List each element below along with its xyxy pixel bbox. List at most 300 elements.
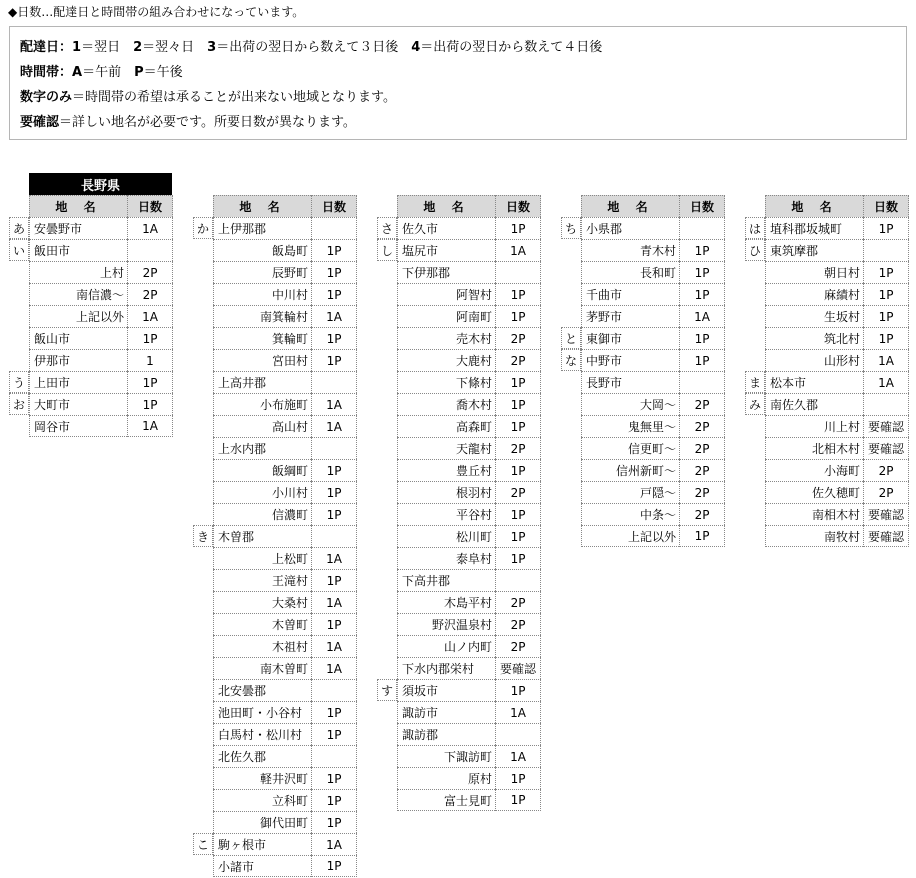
table-row <box>377 239 541 261</box>
kana-index <box>377 415 397 437</box>
kana-index <box>193 745 213 767</box>
place-name: 上高井郡 <box>213 371 311 393</box>
kana-index <box>193 327 213 349</box>
place-name: 飯山市 <box>29 327 127 349</box>
kana-index <box>745 437 765 459</box>
table-row <box>377 635 541 657</box>
kana-index <box>193 679 213 701</box>
intro-text: ◆日数…配達日と時間帯の組み合わせになっています。 <box>8 5 305 19</box>
table-row <box>193 591 357 613</box>
kana-index <box>745 261 765 283</box>
kana-index <box>377 283 397 305</box>
table-row <box>9 393 173 415</box>
kana-index: い <box>9 239 29 261</box>
kana-index <box>193 657 213 679</box>
delivery-days: 1P <box>863 261 909 283</box>
table-row <box>377 547 541 569</box>
table-row <box>9 371 173 393</box>
table-row <box>561 437 725 459</box>
delivery-days: 1A <box>495 745 541 767</box>
delivery-days: 2P <box>679 393 725 415</box>
delivery-days: 1P <box>495 371 541 393</box>
place-name: 下條村 <box>397 371 495 393</box>
table-row <box>377 261 541 283</box>
place-name: 信更町～ <box>581 437 679 459</box>
kana-index: み <box>745 393 765 415</box>
kana-index <box>377 503 397 525</box>
table-row <box>9 327 173 349</box>
table-row <box>561 327 725 349</box>
kana-index <box>193 503 213 525</box>
place-name: 豊丘村 <box>397 459 495 481</box>
place-name: 小海町 <box>765 459 863 481</box>
place-name: 上記以外 <box>581 525 679 547</box>
legend-line-delivery-day <box>20 35 906 60</box>
kana-index <box>561 239 581 261</box>
delivery-days: 1P <box>679 283 725 305</box>
place-name: 生坂村 <box>765 305 863 327</box>
table-row <box>745 393 909 415</box>
place-name: 信濃町 <box>213 503 311 525</box>
place-name: 須坂市 <box>397 679 495 701</box>
delivery-days: 2P <box>495 327 541 349</box>
kana-index <box>745 459 765 481</box>
legend-segment: 配達日： <box>20 40 73 55</box>
table-row <box>561 217 725 239</box>
place-name: 平谷村 <box>397 503 495 525</box>
place-name: 安曇野市 <box>29 217 127 239</box>
kana-index: お <box>9 393 29 415</box>
delivery-days: 2P <box>495 591 541 613</box>
kana-index <box>377 525 397 547</box>
delivery-days <box>311 745 357 767</box>
kana-index: き <box>193 525 213 547</box>
delivery-days: 1P <box>311 239 357 261</box>
delivery-days: 2P <box>127 261 173 283</box>
delivery-days: 2P <box>495 635 541 657</box>
delivery-days: 1P <box>311 701 357 723</box>
table-row <box>193 261 357 283</box>
legend-segment: 1 <box>72 40 82 55</box>
kana-index <box>193 855 213 877</box>
kana-index <box>745 503 765 525</box>
kana-index <box>377 613 397 635</box>
place-name: 飯綱町 <box>213 459 311 481</box>
place-name: 御代田町 <box>213 811 311 833</box>
table-row <box>9 305 173 327</box>
delivery-days <box>863 239 909 261</box>
table-row <box>193 657 357 679</box>
delivery-days: 1A <box>311 657 357 679</box>
table-row <box>377 349 541 371</box>
place-name: 山ノ内町 <box>397 635 495 657</box>
place-name: 上村 <box>29 261 127 283</box>
place-name: 原村 <box>397 767 495 789</box>
legend-segment: ＝翌々日 <box>142 40 208 55</box>
table-row <box>377 657 541 679</box>
table-row <box>193 327 357 349</box>
kana-index <box>377 701 397 723</box>
table-header-row <box>377 195 541 217</box>
kana-index-blank <box>377 195 397 217</box>
table-row <box>745 415 909 437</box>
place-name: 中川村 <box>213 283 311 305</box>
kana-index <box>745 481 765 503</box>
region-table-4 <box>561 195 725 547</box>
place-name: 阿南町 <box>397 305 495 327</box>
delivery-days: 1P <box>311 481 357 503</box>
kana-index <box>377 591 397 613</box>
legend-segment: ＝時間帯の希望は承ることが出来ない地域となります。 <box>72 90 396 105</box>
delivery-days: 1P <box>311 503 357 525</box>
kana-index <box>377 723 397 745</box>
delivery-days: 1P <box>679 327 725 349</box>
delivery-days: 1P <box>863 217 909 239</box>
table-row <box>561 283 725 305</box>
table-row <box>745 283 909 305</box>
kana-index: と <box>561 327 581 349</box>
table-row <box>193 745 357 767</box>
table-row <box>745 327 909 349</box>
delivery-days: 1P <box>127 371 173 393</box>
place-name: 南信濃～ <box>29 283 127 305</box>
delivery-days: 1A <box>127 217 173 239</box>
table-row <box>9 217 173 239</box>
kana-index <box>193 305 213 327</box>
delivery-days: 1P <box>311 349 357 371</box>
kana-index <box>193 481 213 503</box>
delivery-days: 要確認 <box>863 503 909 525</box>
place-name: 茅野市 <box>581 305 679 327</box>
table-row <box>193 415 357 437</box>
table-row <box>561 239 725 261</box>
kana-index <box>193 569 213 591</box>
delivery-days: 1P <box>311 283 357 305</box>
delivery-days: 1P <box>311 855 357 877</box>
place-name: 大桑村 <box>213 591 311 613</box>
place-name: 上伊那郡 <box>213 217 311 239</box>
region-table-2 <box>193 195 357 877</box>
header-days: 日数 <box>127 195 173 217</box>
legend-segment: ＝午後 <box>143 65 183 80</box>
kana-index: ま <box>745 371 765 393</box>
delivery-days: 1A <box>495 701 541 723</box>
table-row <box>561 371 725 393</box>
table-row <box>377 723 541 745</box>
kana-index <box>193 349 213 371</box>
place-name: 諏訪市 <box>397 701 495 723</box>
delivery-days: 1P <box>495 393 541 415</box>
place-name: 木曽郡 <box>213 525 311 547</box>
delivery-days: 1P <box>127 393 173 415</box>
table-row <box>193 283 357 305</box>
place-name: 上記以外 <box>29 305 127 327</box>
header-name: 地 名 <box>765 195 863 217</box>
table-row <box>377 767 541 789</box>
legend-line-number-only <box>20 85 906 110</box>
kana-index: さ <box>377 217 397 239</box>
place-name: 小県郡 <box>581 217 679 239</box>
header-days: 日数 <box>495 195 541 217</box>
place-name: 松本市 <box>765 371 863 393</box>
kana-index <box>193 789 213 811</box>
kana-index <box>193 437 213 459</box>
place-name: 天龍村 <box>397 437 495 459</box>
kana-index <box>193 723 213 745</box>
place-name: 大鹿村 <box>397 349 495 371</box>
kana-index <box>9 261 29 283</box>
delivery-days: 1P <box>311 767 357 789</box>
region-table-3 <box>377 195 541 811</box>
legend-segment: ＝出荷の翌日から数えて４日後 <box>420 40 603 55</box>
legend-segment: A <box>72 65 83 80</box>
place-name: 阿智村 <box>397 283 495 305</box>
kana-index <box>377 569 397 591</box>
table-row <box>377 393 541 415</box>
kana-index: こ <box>193 833 213 855</box>
kana-index <box>9 327 29 349</box>
legend-segment: 要確認 <box>20 115 60 130</box>
kana-index <box>745 349 765 371</box>
legend-segment: ＝詳しい地名が必要です。所要日数が異なります。 <box>59 115 356 130</box>
kana-index <box>377 789 397 811</box>
table-row <box>9 239 173 261</box>
delivery-days: 1A <box>311 591 357 613</box>
delivery-days: 1P <box>311 459 357 481</box>
kana-index <box>193 701 213 723</box>
delivery-days: 2P <box>495 437 541 459</box>
region-table-1 <box>9 195 173 437</box>
place-name: 下伊那郡 <box>397 261 495 283</box>
table-row <box>377 789 541 811</box>
place-name: 筑北村 <box>765 327 863 349</box>
kana-index <box>745 327 765 349</box>
place-name: 上田市 <box>29 371 127 393</box>
place-name: 小布施町 <box>213 393 311 415</box>
kana-index <box>193 459 213 481</box>
delivery-days: 2P <box>679 459 725 481</box>
delivery-days: 1P <box>863 327 909 349</box>
place-name: 東筑摩郡 <box>765 239 863 261</box>
delivery-days <box>679 217 725 239</box>
kana-index-blank <box>745 195 765 217</box>
place-name: 川上村 <box>765 415 863 437</box>
place-name: 喬木村 <box>397 393 495 415</box>
delivery-days: 要確認 <box>495 657 541 679</box>
place-name: 長和町 <box>581 261 679 283</box>
place-name: 埴科郡坂城町 <box>765 217 863 239</box>
kana-index <box>745 525 765 547</box>
place-name: 青木村 <box>581 239 679 261</box>
place-name: 麻績村 <box>765 283 863 305</box>
table-row <box>377 217 541 239</box>
table-row <box>193 635 357 657</box>
delivery-days: 1P <box>495 459 541 481</box>
place-name: 大岡～ <box>581 393 679 415</box>
kana-index <box>377 745 397 767</box>
place-name: 木島平村 <box>397 591 495 613</box>
place-name: 駒ヶ根市 <box>213 833 311 855</box>
table-row <box>193 217 357 239</box>
table-row <box>561 459 725 481</box>
place-name: 信州新町～ <box>581 459 679 481</box>
kana-index <box>377 305 397 327</box>
kana-index <box>745 415 765 437</box>
place-name: 宮田村 <box>213 349 311 371</box>
delivery-days <box>863 393 909 415</box>
header-days: 日数 <box>863 195 909 217</box>
region-table-5 <box>745 195 909 547</box>
legend-segment: ＝翌日 <box>81 40 134 55</box>
kana-index <box>561 481 581 503</box>
kana-index <box>193 591 213 613</box>
place-name: 鬼無里～ <box>581 415 679 437</box>
kana-index <box>193 635 213 657</box>
place-name: 北佐久郡 <box>213 745 311 767</box>
table-row <box>193 393 357 415</box>
place-name: 小川村 <box>213 481 311 503</box>
legend-box <box>9 26 907 140</box>
delivery-days: 1P <box>311 261 357 283</box>
delivery-days: 1A <box>311 635 357 657</box>
delivery-days: 1A <box>311 393 357 415</box>
place-name: 箕輪町 <box>213 327 311 349</box>
kana-index <box>377 481 397 503</box>
place-name: 佐久穂町 <box>765 481 863 503</box>
table-row <box>561 525 725 547</box>
table-row <box>561 503 725 525</box>
table-row <box>193 855 357 877</box>
table-row <box>745 525 909 547</box>
delivery-days: 1A <box>679 305 725 327</box>
kana-index <box>377 349 397 371</box>
table-row <box>377 569 541 591</box>
table-row <box>561 305 725 327</box>
kana-index <box>193 261 213 283</box>
table-row <box>193 767 357 789</box>
delivery-days: 2P <box>127 283 173 305</box>
kana-index <box>561 415 581 437</box>
kana-index: か <box>193 217 213 239</box>
place-name: 根羽村 <box>397 481 495 503</box>
place-name: 下高井郡 <box>397 569 495 591</box>
table-row <box>561 349 725 371</box>
place-name: 木曽町 <box>213 613 311 635</box>
table-row <box>745 239 909 261</box>
kana-index <box>377 437 397 459</box>
delivery-days: 要確認 <box>863 437 909 459</box>
delivery-days: 2P <box>679 415 725 437</box>
legend-segment: 数字のみ <box>20 90 73 105</box>
kana-index <box>193 767 213 789</box>
table-row <box>561 261 725 283</box>
kana-index <box>561 305 581 327</box>
kana-index <box>377 657 397 679</box>
kana-index: あ <box>9 217 29 239</box>
place-name: 野沢温泉村 <box>397 613 495 635</box>
kana-index <box>193 415 213 437</box>
table-row <box>377 437 541 459</box>
delivery-days <box>495 261 541 283</box>
kana-index <box>377 371 397 393</box>
place-name: 南佐久郡 <box>765 393 863 415</box>
table-row <box>377 591 541 613</box>
legend-line-needs-confirmation <box>20 110 906 135</box>
table-row <box>9 349 173 371</box>
kana-index <box>193 547 213 569</box>
place-name: 中条～ <box>581 503 679 525</box>
table-row <box>377 283 541 305</box>
table-row <box>377 503 541 525</box>
kana-index <box>561 437 581 459</box>
kana-index <box>745 283 765 305</box>
delivery-days: 1A <box>127 415 173 437</box>
delivery-days: 1P <box>679 349 725 371</box>
table-row <box>561 393 725 415</box>
table-header-row <box>745 195 909 217</box>
header-days: 日数 <box>311 195 357 217</box>
delivery-days: 2P <box>863 481 909 503</box>
delivery-days <box>495 723 541 745</box>
delivery-days: 1P <box>679 239 725 261</box>
place-name: 中野市 <box>581 349 679 371</box>
place-name: 小諸市 <box>213 855 311 877</box>
table-row <box>9 415 173 437</box>
delivery-days: 2P <box>495 349 541 371</box>
table-row <box>193 437 357 459</box>
table-row <box>377 679 541 701</box>
kana-index <box>561 393 581 415</box>
kana-index-blank <box>9 195 29 217</box>
delivery-days <box>311 217 357 239</box>
table-row <box>193 349 357 371</box>
legend-segment: ＝出荷の翌日から数えて３日後 <box>216 40 412 55</box>
delivery-days: 1P <box>311 613 357 635</box>
table-row <box>377 459 541 481</box>
delivery-days: 要確認 <box>863 525 909 547</box>
delivery-days: 要確認 <box>863 415 909 437</box>
legend-segment: 2 <box>133 40 143 55</box>
place-name: 辰野町 <box>213 261 311 283</box>
place-name: 南木曽町 <box>213 657 311 679</box>
place-name: 売木村 <box>397 327 495 349</box>
kana-index <box>193 239 213 261</box>
delivery-days <box>311 371 357 393</box>
table-row <box>377 481 541 503</box>
place-name: 戸隠～ <box>581 481 679 503</box>
delivery-days: 1P <box>863 305 909 327</box>
kana-index: な <box>561 349 581 371</box>
prefecture-header: 長野県 <box>29 173 172 195</box>
table-row <box>193 547 357 569</box>
delivery-days: 1P <box>311 811 357 833</box>
place-name: 泰阜村 <box>397 547 495 569</box>
header-name: 地 名 <box>29 195 127 217</box>
table-row <box>193 789 357 811</box>
header-name: 地 名 <box>397 195 495 217</box>
place-name: 上水内郡 <box>213 437 311 459</box>
table-row <box>193 569 357 591</box>
kana-index <box>9 305 29 327</box>
delivery-days: 1P <box>495 525 541 547</box>
place-name: 南箕輪村 <box>213 305 311 327</box>
kana-index <box>377 327 397 349</box>
delivery-days <box>127 239 173 261</box>
table-row <box>193 459 357 481</box>
kana-index: ち <box>561 217 581 239</box>
legend-segment: 時間帯： <box>20 65 73 80</box>
place-name: 軽井沢町 <box>213 767 311 789</box>
